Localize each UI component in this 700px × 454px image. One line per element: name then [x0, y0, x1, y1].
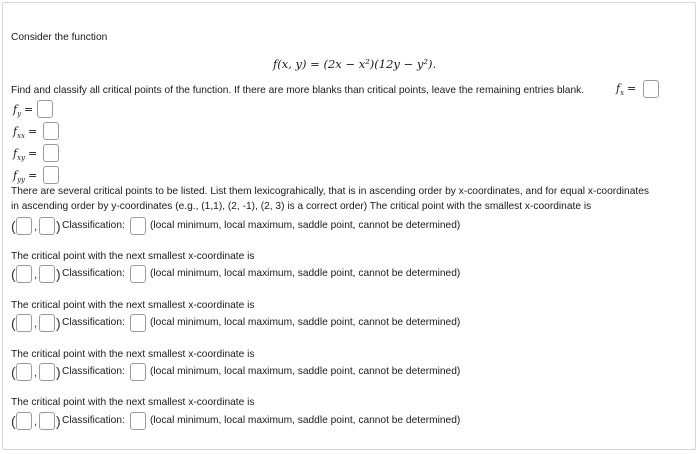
- ordering-text-line2: in ascending order by y-coordinates (e.g., (1,1), (2, -1), (2, 3) is a correct order) The critical point with the smallest x-coordinate is: [11, 201, 592, 212]
- fx-label: $f_x$ =: [616, 82, 637, 97]
- point-2-y-input[interactable]: [39, 265, 55, 283]
- point-2-comma: ,: [34, 269, 38, 281]
- point-3-y-input[interactable]: [39, 314, 55, 332]
- function-display: f(x, y) = (2x − x²)(12y − y²).: [273, 57, 437, 71]
- point-4-comma: ,: [34, 367, 38, 379]
- point-5-comma: ,: [34, 416, 38, 428]
- point-3-close-paren: ): [56, 315, 61, 331]
- point-4-open-paren: (: [11, 364, 16, 380]
- point-4-x-input[interactable]: [16, 363, 32, 381]
- fxy-input[interactable]: [43, 144, 59, 162]
- point-3-heading: The critical point with the next smallest x-coordinate is: [11, 300, 255, 311]
- point-4-classification-label: Classification:: [62, 366, 125, 377]
- point-4-classification-input[interactable]: [130, 363, 146, 381]
- point-4-close-paren: ): [56, 364, 61, 380]
- point-2-close-paren: ): [56, 266, 61, 282]
- point-5-close-paren: ): [56, 413, 61, 429]
- point-2-classification-input[interactable]: [130, 265, 146, 283]
- point-2-open-paren: (: [11, 266, 16, 282]
- fyy-label: $f_{yy}$ =: [13, 169, 38, 184]
- point-3-classification-label: Classification:: [62, 317, 125, 328]
- point-1-close-paren: ): [56, 218, 61, 234]
- fy-label: $f_y$ =: [13, 103, 34, 118]
- point-2-x-input[interactable]: [16, 265, 32, 283]
- point-3-open-paren: (: [11, 315, 16, 331]
- point-3-x-input[interactable]: [16, 314, 32, 332]
- point-2-classification-label: Classification:: [62, 268, 125, 279]
- point-2-heading: The critical point with the next smallest x-coordinate is: [11, 251, 255, 262]
- point-1-y-input[interactable]: [39, 217, 55, 235]
- point-5-classification-label: Classification:: [62, 415, 125, 426]
- question-panel: [2, 2, 696, 450]
- point-1-comma: ,: [34, 221, 38, 233]
- point-4-heading: The critical point with the next smallest x-coordinate is: [11, 349, 255, 360]
- point-2-classification-options: (local minimum, local maximum, saddle point, cannot be determined): [150, 268, 461, 279]
- fyy-input[interactable]: [43, 166, 59, 184]
- point-1-classification-input[interactable]: [130, 217, 146, 235]
- point-5-heading: The critical point with the next smallest x-coordinate is: [11, 397, 255, 408]
- point-5-classification-options: (local minimum, local maximum, saddle point, cannot be determined): [150, 415, 461, 426]
- point-4-classification-options: (local minimum, local maximum, saddle point, cannot be determined): [150, 366, 461, 377]
- point-3-classification-input[interactable]: [130, 314, 146, 332]
- fxy-label: $f_{xy}$ =: [13, 147, 38, 162]
- point-5-classification-input[interactable]: [130, 412, 146, 430]
- intro-text: Consider the function: [11, 32, 108, 43]
- fy-input[interactable]: [37, 100, 53, 118]
- fxx-input[interactable]: [43, 122, 59, 140]
- instructions-text: Find and classify all critical points of the function. If there are more blanks than critical points, leave the remaining entries blank.: [11, 85, 585, 96]
- point-1-open-paren: (: [11, 218, 16, 234]
- fxx-label: $f_{xx}$ =: [13, 125, 38, 140]
- point-5-x-input[interactable]: [16, 412, 32, 430]
- point-4-y-input[interactable]: [39, 363, 55, 381]
- point-1-x-input[interactable]: [16, 217, 32, 235]
- point-3-classification-options: (local minimum, local maximum, saddle point, cannot be determined): [150, 317, 461, 328]
- point-3-comma: ,: [34, 318, 38, 330]
- point-1-classification-label: Classification:: [62, 220, 125, 231]
- ordering-text-line1: There are several critical points to be listed. List them lexicograhically, that is in ascending order by x-coordinates, and for equal x-coordinates: [11, 186, 649, 197]
- fx-input[interactable]: [643, 80, 659, 98]
- point-5-open-paren: (: [11, 413, 16, 429]
- point-5-y-input[interactable]: [39, 412, 55, 430]
- point-1-classification-options: (local minimum, local maximum, saddle point, cannot be determined): [150, 220, 461, 231]
